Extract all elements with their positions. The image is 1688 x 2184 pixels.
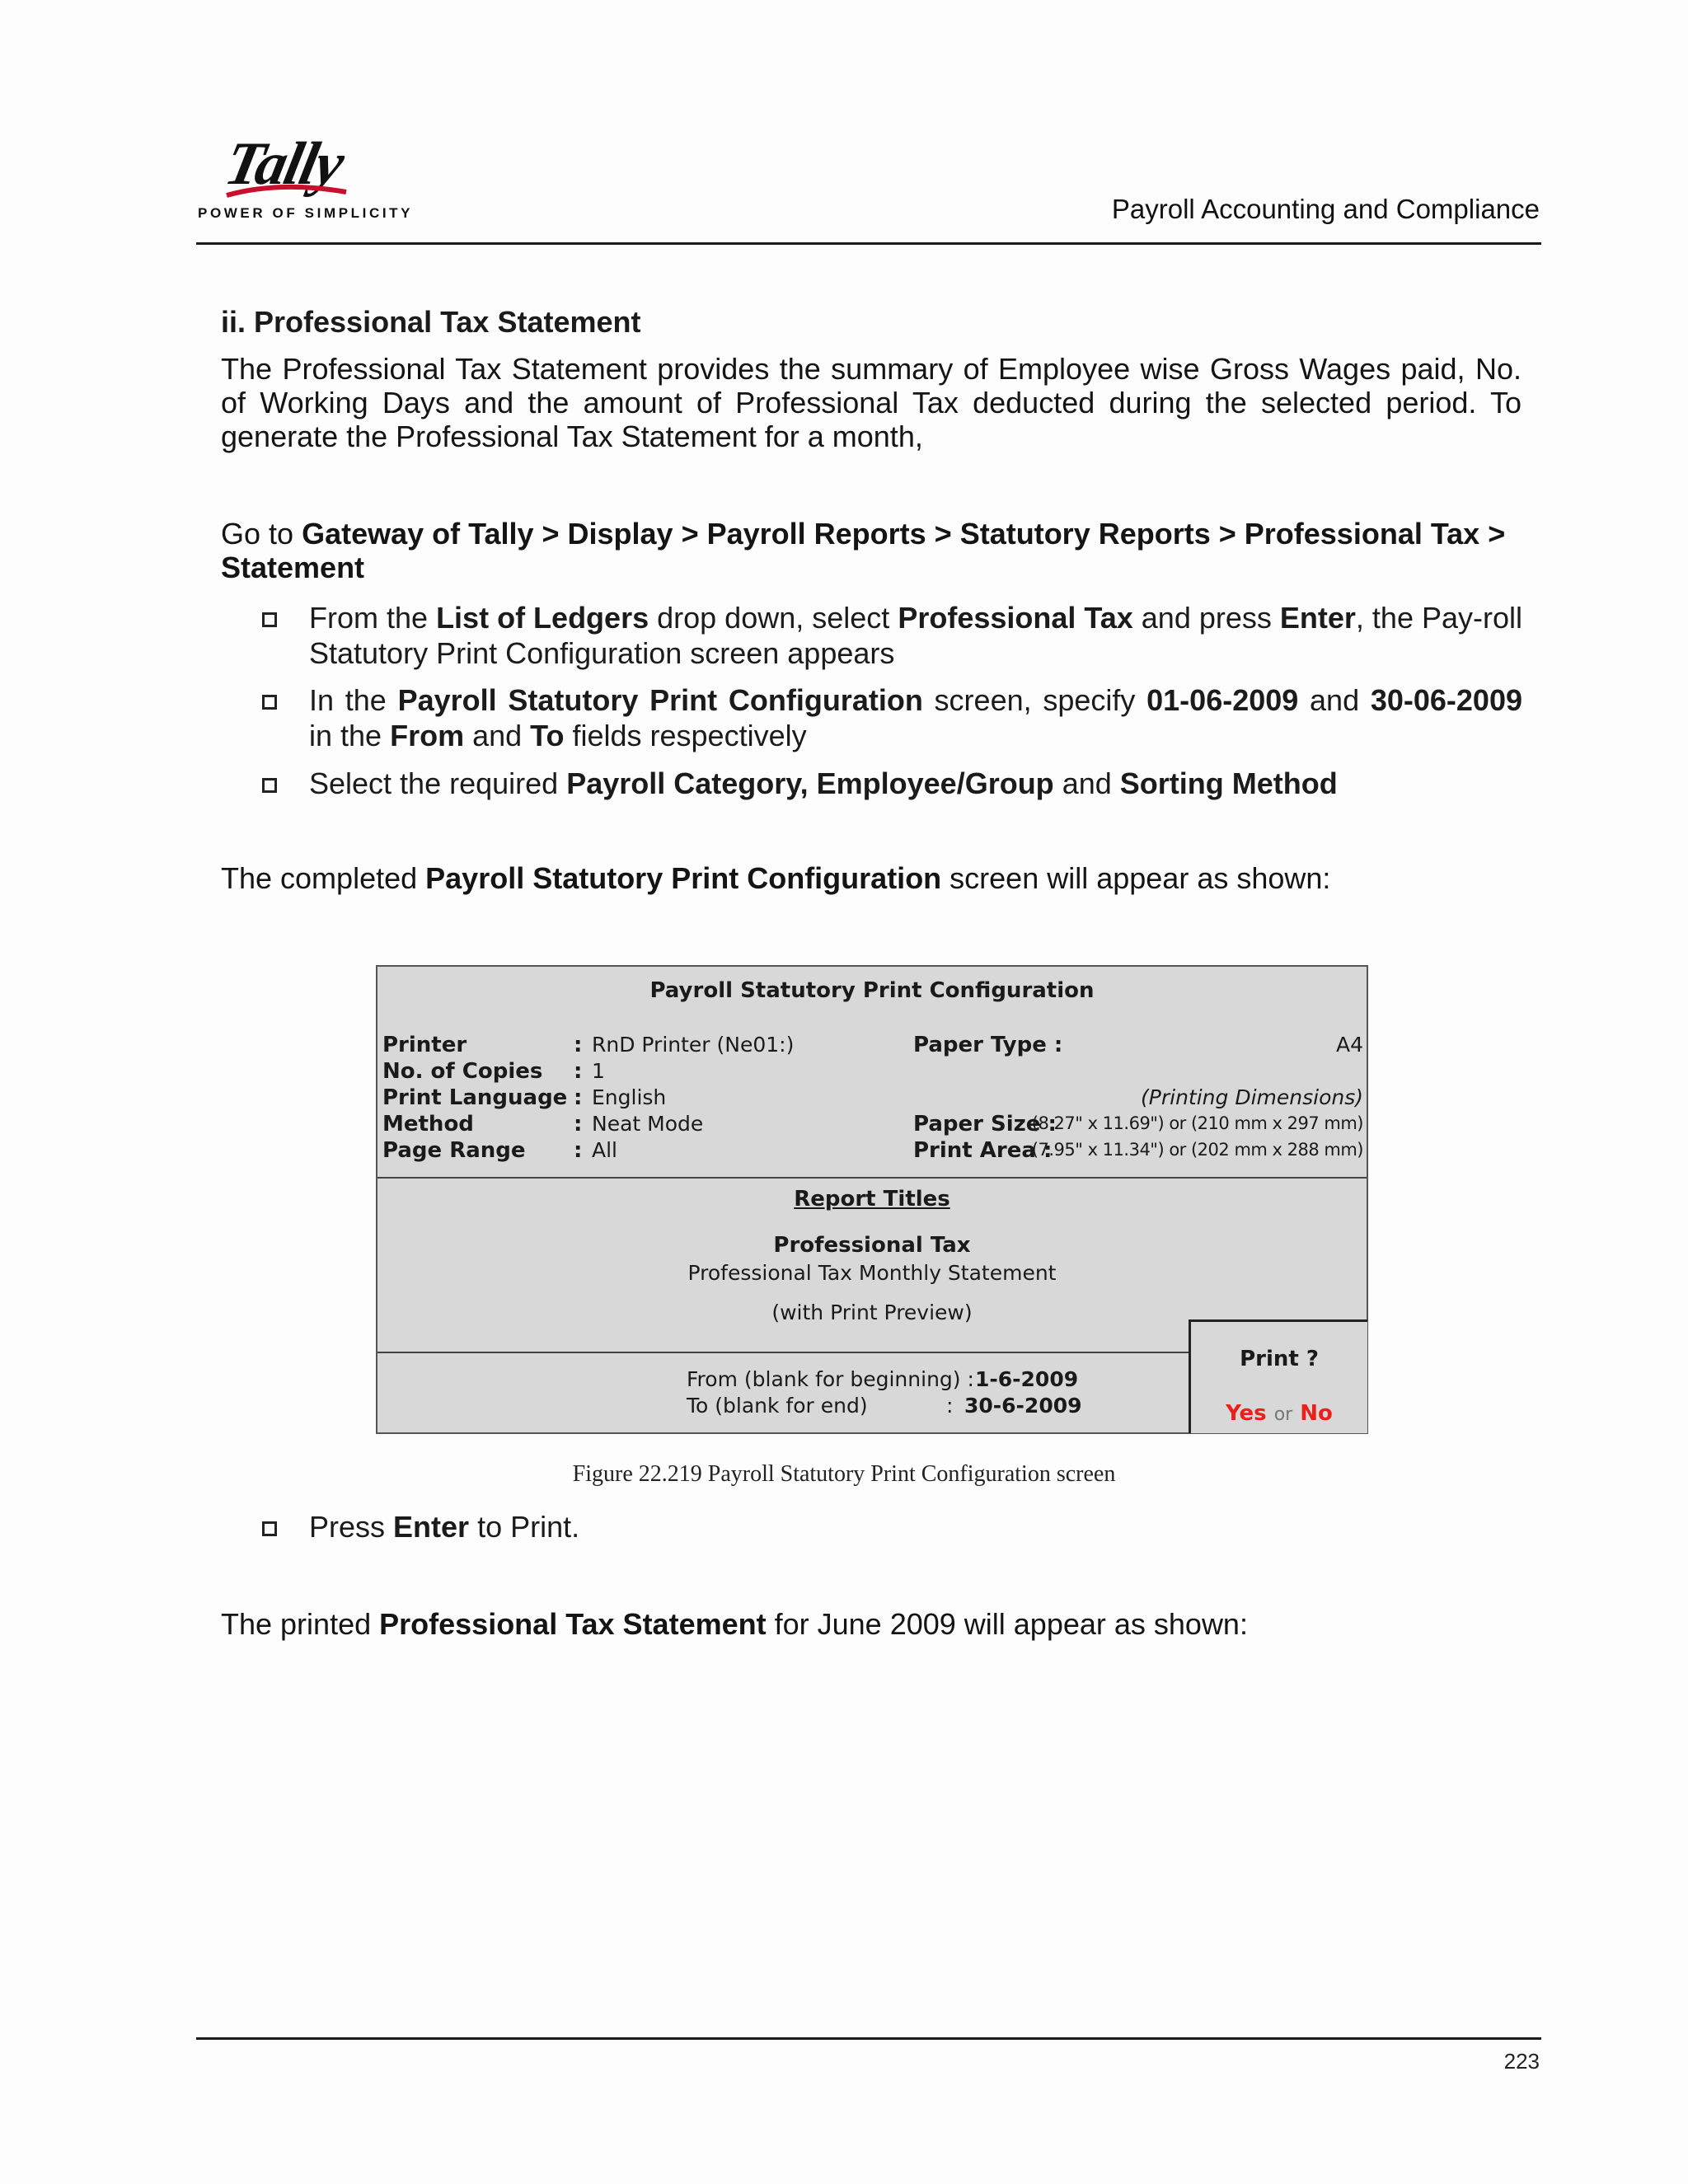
paper-size-label: Paper Size : xyxy=(913,1112,1057,1137)
print-area-value: (7.95" x 11.34") or (202 mm x 288 mm) xyxy=(1031,1140,1363,1160)
to-date-value[interactable]: 30-6-2009 xyxy=(964,1394,1082,1418)
screen-divider xyxy=(377,1352,1189,1353)
navigation-path xyxy=(221,517,1522,584)
to-colon: : xyxy=(946,1394,954,1418)
field-label-printer: Printer xyxy=(382,1033,467,1057)
no-option[interactable]: No xyxy=(1300,1401,1333,1426)
step-text xyxy=(309,682,1522,753)
logo-swoosh xyxy=(223,177,354,202)
figure-caption: Figure 22.219 Payroll Statutory Print Configuration screen xyxy=(572,1461,1116,1487)
field-label-copies: No. of Copies xyxy=(382,1059,543,1084)
bullet-icon xyxy=(262,695,277,710)
text-run: in the xyxy=(309,719,391,752)
method-value[interactable]: Neat Mode xyxy=(592,1112,704,1136)
header-divider xyxy=(196,242,1541,245)
print-area-label: Print Area : xyxy=(913,1138,1053,1163)
text-run: screen, specify xyxy=(922,683,1147,717)
bold-run: 01-06-2009 xyxy=(1146,683,1299,717)
copies-value[interactable]: 1 xyxy=(592,1059,605,1083)
text-run: and xyxy=(464,719,531,752)
field-label-page-range: Page Range xyxy=(382,1138,526,1163)
from-label: From (blank for beginning) : xyxy=(687,1367,974,1391)
print-prompt: Print ? xyxy=(1240,1347,1319,1371)
section-title: ii. Professional Tax Statement xyxy=(221,305,641,339)
colon: : xyxy=(574,1112,583,1137)
colon: : xyxy=(574,1138,583,1163)
page-number: 223 xyxy=(1503,2049,1540,2074)
preview-note: (with Print Preview) xyxy=(771,1301,973,1324)
step-text xyxy=(309,600,1522,671)
step-text: Press Enter to Print. xyxy=(309,1510,580,1544)
text-run: drop down, select xyxy=(649,601,898,635)
screen-title: Payroll Statutory Print Configuration xyxy=(649,978,1095,1003)
text-run: Select the required xyxy=(309,766,567,800)
report-title[interactable]: Professional Tax xyxy=(773,1233,971,1258)
report-titles-heading: Report Titles xyxy=(794,1187,950,1212)
text-run: and xyxy=(1053,766,1120,800)
yes-option[interactable]: Yes xyxy=(1226,1401,1267,1426)
bullet-icon xyxy=(262,1521,277,1536)
text-run: From the xyxy=(309,601,437,635)
report-subtitle[interactable]: Professional Tax Monthly Statement xyxy=(687,1261,1057,1285)
bold-run: Payroll Statutory Print Configuration xyxy=(397,683,923,717)
from-date-value[interactable]: 1-6-2009 xyxy=(975,1367,1079,1391)
paper-type-label: Paper Type : xyxy=(913,1033,1063,1057)
text-run: In the xyxy=(309,683,398,717)
page-range-value[interactable]: All xyxy=(592,1138,617,1162)
print-prompt-box xyxy=(1189,1319,1367,1433)
step-text xyxy=(309,766,1522,801)
field-label-method: Method xyxy=(382,1112,474,1137)
logo-tagline: POWER OF SIMPLICITY xyxy=(198,205,414,221)
colon: : xyxy=(574,1033,583,1057)
print-confirm-options xyxy=(1191,1401,1367,1426)
navigation-menu-path: Gateway of Tally > Display > Payroll Reports > Statutory Reports > Professional Tax > Statement xyxy=(221,517,1506,584)
text-run: and press xyxy=(1132,601,1280,635)
printing-dimensions-note: (Printing Dimensions) xyxy=(1141,1085,1363,1109)
colon: : xyxy=(574,1085,583,1110)
intro-paragraph: The Professional Tax Statement provides the summary of Employee wise Gross Wages paid, No. of Working Days and the amount of Professional Tax deducted during the selected period. To generate the Professional Tax Statement for a month, xyxy=(221,352,1522,453)
bold-run: List of Ledgers xyxy=(436,601,649,635)
printed-line: The printed Professional Tax Statement for June 2009 will appear as shown: xyxy=(221,1607,1248,1641)
paper-size-value: (8.27" x 11.69") or (210 mm x 297 mm) xyxy=(1031,1113,1363,1133)
printer-value[interactable]: RnD Printer (Ne01:) xyxy=(592,1033,795,1057)
bold-run: Professional Tax xyxy=(898,601,1133,635)
bold-run: Payroll Category, Employee/Group xyxy=(566,766,1054,800)
print-configuration-screen xyxy=(376,965,1368,1434)
bold-run: Enter xyxy=(1279,601,1356,635)
language-value[interactable]: English xyxy=(592,1085,667,1109)
to-label: To (blank for end) xyxy=(687,1394,868,1418)
text-run: , the Pay-roll Statutory Print Configuration screen appears xyxy=(309,601,1523,670)
bold-run: To xyxy=(530,719,565,752)
colon: : xyxy=(574,1059,583,1084)
tally-logo: Tally xyxy=(219,130,349,198)
text-run: fields respectively xyxy=(564,719,807,752)
field-label-language: Print Language xyxy=(382,1085,568,1110)
header-title: Payroll Accounting and Compliance xyxy=(1111,194,1540,224)
bold-run: From xyxy=(390,719,465,752)
footer-divider xyxy=(196,2037,1541,2040)
screen-divider xyxy=(377,1177,1367,1179)
bullet-icon xyxy=(262,612,277,627)
bullet-icon xyxy=(262,778,277,793)
or-separator: or xyxy=(1273,1404,1293,1425)
bold-run: 30-06-2009 xyxy=(1370,683,1522,717)
navigation-prefix: Go to xyxy=(221,517,302,551)
completed-line: The completed Payroll Statutory Print Configuration screen will appear as shown: xyxy=(221,861,1331,895)
bold-run: Sorting Method xyxy=(1119,766,1338,800)
paper-type-value[interactable]: A4 xyxy=(1335,1033,1363,1057)
text-run: and xyxy=(1298,683,1371,717)
